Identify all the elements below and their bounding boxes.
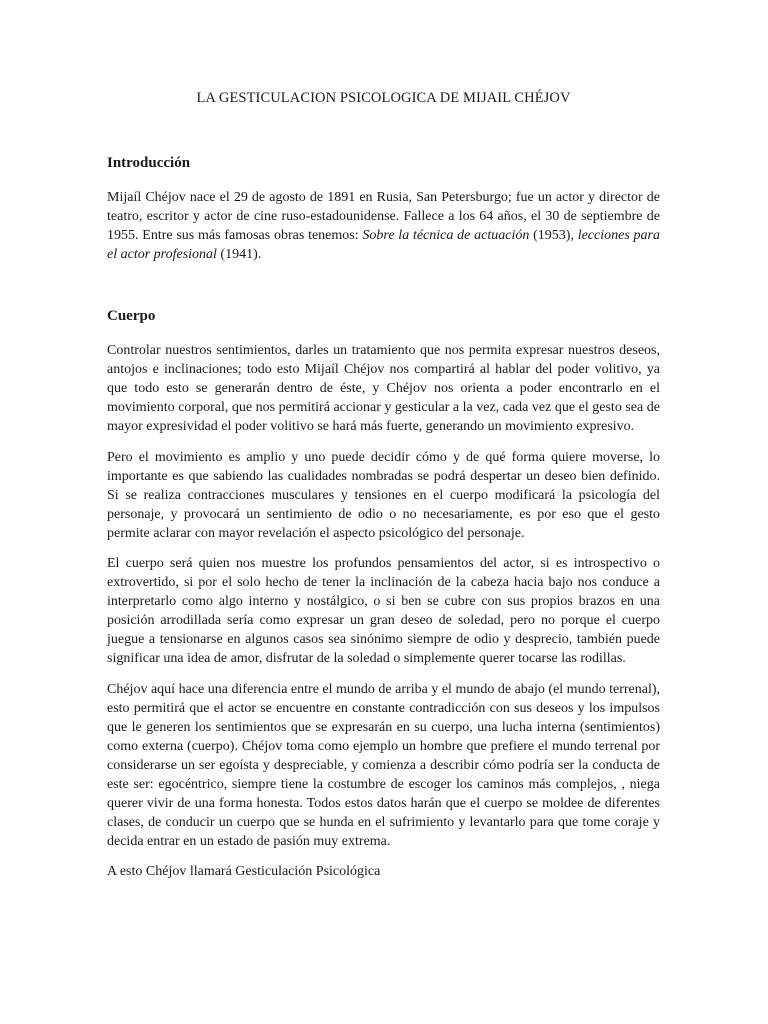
- body-paragraph-4: Chéjov aquí hace una diferencia entre el mundo de arriba y el mundo de abajo (el mundo terrenal), esto permitirá que el actor se encuentre en constante contradicción con sus deseos y los impulsos que le generen los sentimientos que se expresarán en su cuerpo, una lucha interna (sentimientos) como externa (cuerpo). Chéjov toma como ejemplo un hombre que prefiere el mundo terrenal por considerarse un ser egoísta y despreciable, y comienza a describir cómo podría ser la conducta de este ser: egocéntrico, siempre tiene la costumbre de escoger los caminos más complejos, , niega querer vivir de una forma honesta. Todos estos datos harán que el cuerpo se moldee de diferentes clases, de conducir un cuerpo que se hunda en el sufrimiento y levantarlo para que tome coraje y decida entrar en un estado de pasión muy extrema.: [107, 682, 660, 849]
- intro-text-b: (1953): [529, 228, 571, 243]
- body-paragraph-2: Pero el movimiento es amplio y uno puede decidir cómo y de qué forma quiere moverse, lo importante es que sabiendo las cualidades nombradas se podrá despertar un deseo bien definido. Si se realiza contracciones musculares y tensiones en el cuerpo modificará la psicología del personaje, y provocará un sentimiento de odio o no necesariamente, es por eso que el gesto permite aclarar con mayor revelación el aspecto psicológico del personaje.: [107, 450, 660, 541]
- body-heading: Cuerpo: [107, 308, 156, 324]
- body-paragraph-1: Controlar nuestros sentimientos, darles un tratamiento que nos permita expresar nuestros deseos, antojos e inclinaciones; todo esto Mijaíl Chéjov nos compartirá al hablar del poder volitivo, ya que todo esto se generarán dentro de éste, y Chéjov nos orienta a poder encontrarlo en el movimiento corporal, que nos permitirá accionar y gesticular a la vez, cada vez que el gesto sea de mayor expresividad el poder volitivo se hará más fuerte, generando un movimiento expresivo.: [107, 343, 660, 434]
- intro-work-1: Sobre la técnica de actuación: [362, 228, 530, 243]
- body-paragraph-3: El cuerpo será quien nos muestre los profundos pensamientos del actor, si es introspectivo o extrovertido, si por el solo hecho de tener la inclinación de la cabeza hacia bajo nos conduce a interpretarlo como algo interno y nostálgico, o si ben se cubre con sus propios brazos en una posición arrodillada sería como expresar un gran deseo de soledad, pero no porque el cuerpo juegue a tensionarse en algunos casos sea sinónimo siempre de odio y desprecio, también puede significar una idea de amor, disfrutar de la soledad o simplemente querer tocarse las rodillas.: [107, 556, 660, 666]
- intro-text-a: Mijaíl Chéjov nace el 29 de agosto de 1891 en Rusia, San Petersburgo; fue un actor y director de teatro, escritor y actor de cine ruso-estadounidense. Fallece a los 64 años, el 30 de septiembre de 1955. Entre sus más famosas obras tenemos:: [107, 190, 660, 243]
- intro-text-c: (1941).: [216, 247, 262, 262]
- body-paragraph-5: A esto Chéjov llamará Gesticulación Psicológica: [107, 864, 381, 879]
- intro-heading: Introducción: [107, 155, 191, 171]
- intro-work-2: , lecciones para el actor profesional: [107, 228, 661, 262]
- document-title: LA GESTICULACION PSICOLOGICA DE MIJAIL CHÉJOV: [196, 90, 571, 106]
- intro-paragraph: [107, 188, 660, 264]
